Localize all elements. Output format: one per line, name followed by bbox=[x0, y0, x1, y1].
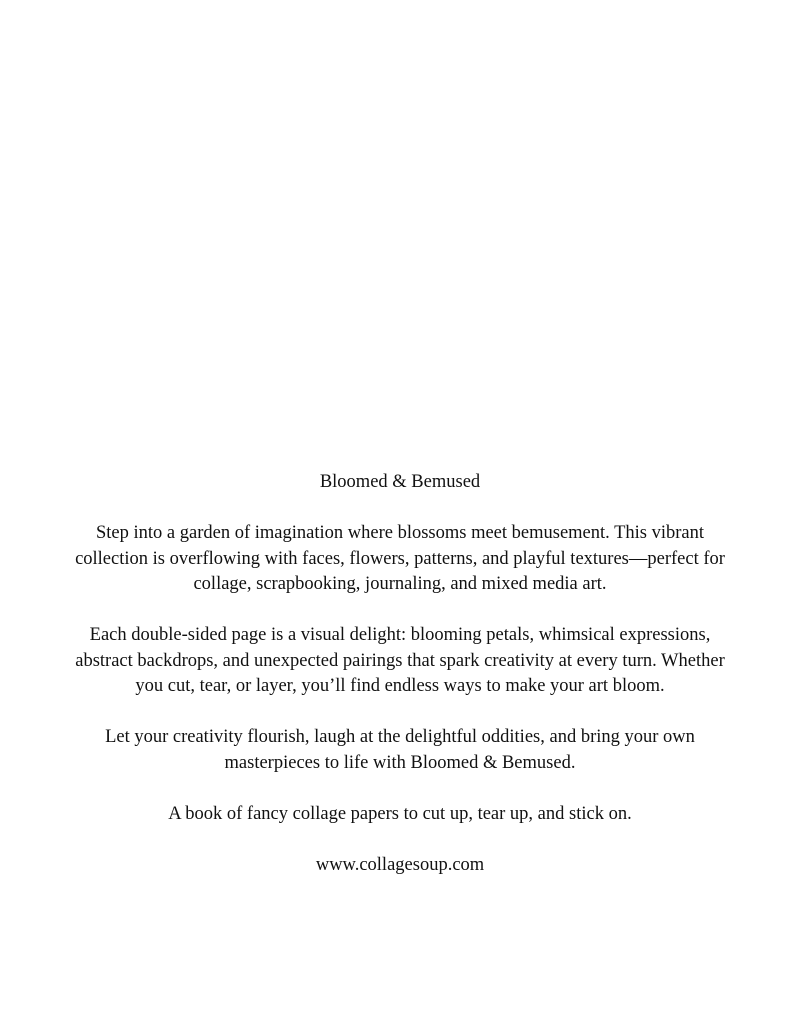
description-block bbox=[60, 470, 740, 878]
website-url: www.collagesoup.com bbox=[315, 854, 485, 875]
tagline: A book of fancy collage papers to cut up, tear up, and stick on. bbox=[168, 803, 632, 824]
book-title: Bloomed & Bemused bbox=[319, 472, 481, 492]
closing-paragraph: Let your creativity flourish, laugh at the delightful oddities, and bring your own masterpieces to life with Bloomed & Bemused. bbox=[105, 727, 695, 773]
features-paragraph: Each double-sided page is a visual delight: blooming petals, whimsical expressions, abstract backdrops, and unexpected pairings that spark creativity at every turn. Whether you cut, tear, or layer, you’ll find endless ways to make your art bloom. bbox=[75, 625, 725, 696]
intro-paragraph: Step into a garden of imagination where blossoms meet bemusement. This vibrant collection is overflowing with faces, flowers, patterns, and playful textures—perfect for collage, scrapbooking, journaling, and mixed media art. bbox=[75, 523, 725, 594]
